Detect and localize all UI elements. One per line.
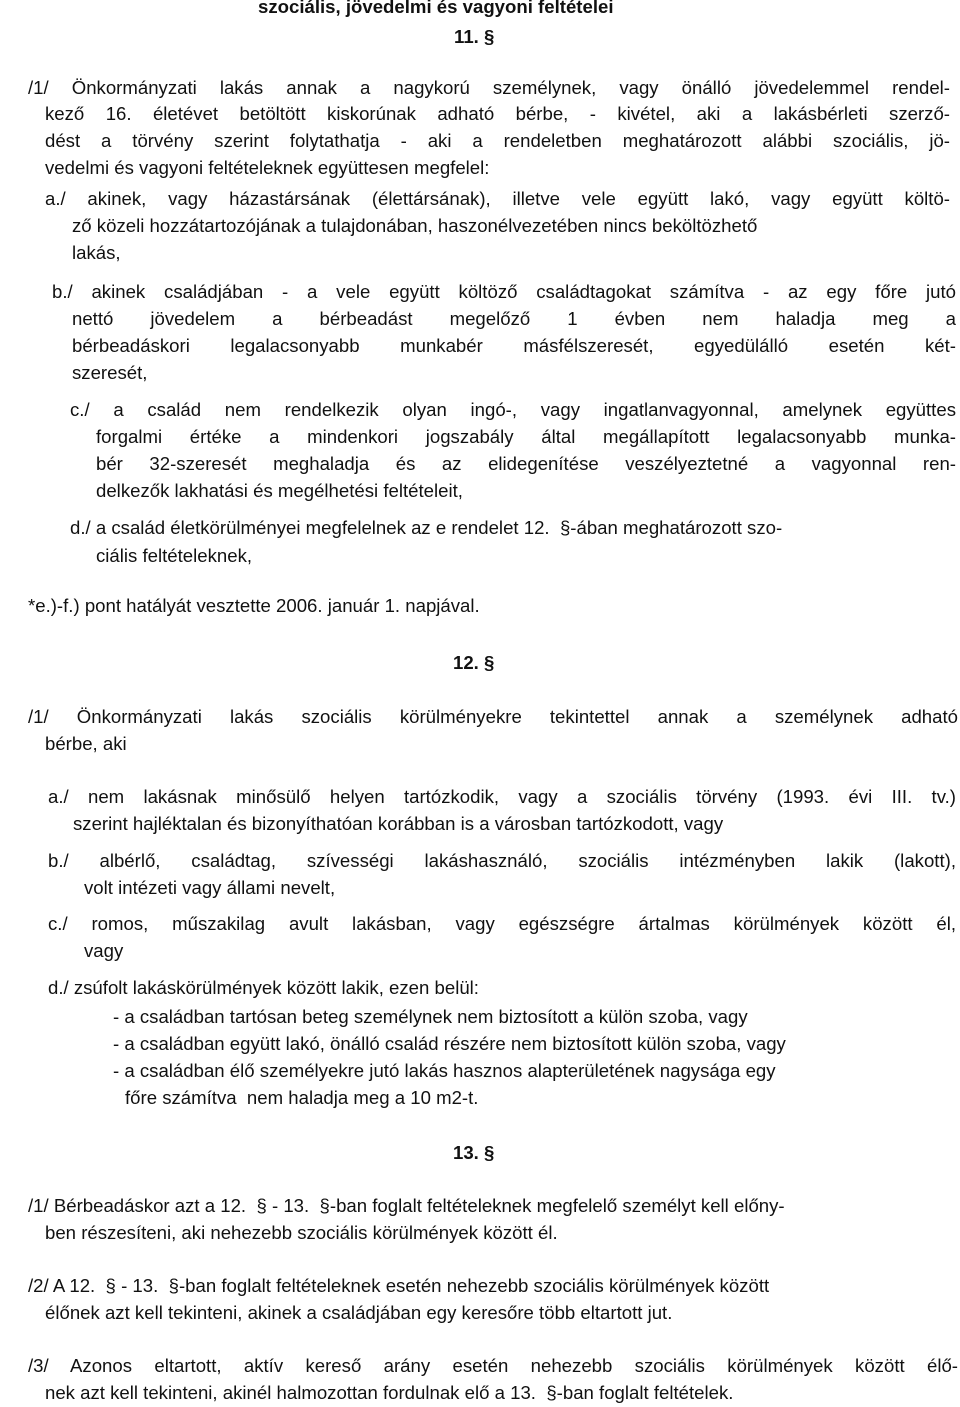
s12-p1-line-2: bérbe, aki <box>45 733 127 754</box>
s12-item-d-bullet-2: - a családban együtt lakó, önálló család részére nem biztosított külön szoba, vagy <box>113 1033 786 1054</box>
s13-p3-line-1: /3/ Azonos eltartott, aktív kereső arány esetén nehezebb szociális körülmények között élő- <box>28 1355 958 1376</box>
s13-p1-line-1: /1/ Bérbeadáskor azt a 12. § - 13. §-ban foglalt feltételeknek megfelelő személyt kell előny- <box>28 1195 785 1216</box>
s13-p2-line-1: /2/ A 12. § - 13. §-ban foglalt feltételeknek esetén nehezebb szociális körülmények között <box>28 1275 770 1296</box>
s11-item-a-line-3: lakás, <box>72 242 121 263</box>
s11-p1-line-4: vedelmi és vagyoni feltételeknek együttesen megfelel: <box>45 157 490 178</box>
s12-item-b-line-2: volt intézeti vagy állami nevelt, <box>84 877 336 898</box>
s13-p2-line-2: élőnek azt kell tekinteni, akinek a családjában egy keresőre több eltartott jut. <box>45 1302 673 1323</box>
s12-item-c-line-2: vagy <box>84 940 124 961</box>
s11-item-c-line-2: forgalmi értéke a mindenkori jogszabály által megállapított legalacsonyabb munka- <box>96 426 956 447</box>
s11-item-b-line-4: szeresét, <box>72 362 148 383</box>
s11-item-a-line-1: a./ akinek, vagy házastársának (élettársának), illetve vele együtt lakó, vagy együtt költö- <box>45 188 950 209</box>
s12-p1-line-1: /1/ Önkormányzati lakás szociális körülményekre tekintettel annak a személynek adható <box>28 706 958 727</box>
s11-item-b-line-2: nettó jövedelem a bérbeadást megelőző 1 évben nem haladja meg a <box>72 308 956 329</box>
s12-item-d-bullet-3-cont: főre számítva nem haladja meg a 10 m2-t. <box>125 1087 479 1108</box>
s11-item-c-line-3: bér 32-szeresét meghaladja és az elidegenítése veszélyeztetné a vagyonnal ren- <box>96 453 956 474</box>
s12-item-d-bullet-1: - a családban tartósan beteg személynek nem biztosított a külön szoba, vagy <box>113 1006 748 1027</box>
s12-item-a-line-2: szerint hajléktalan és bizonyíthatóan korábban is a városban tartózkodott, vagy <box>73 813 724 834</box>
s12-item-d-bullet-3: - a családban élő személyekre jutó lakás hasznos alapterületének nagysága egy <box>113 1060 776 1081</box>
s11-item-b-line-3: bérbeadáskori legalacsonyabb munkabér másfélszeresét, egyedülálló esetén két- <box>72 335 956 356</box>
s11-item-d-line-2: ciális feltételeknek, <box>96 545 253 566</box>
section-11-number: 11. § <box>454 26 495 47</box>
s11-item-d-line-1: d./ a család életkörülményei megfelelnek az e rendelet 12. §-ában meghatározott szo- <box>70 517 783 538</box>
s12-item-b-line-1: b./ albérlő, családtag, szívességi lakáshasználó, szociális intézményben lakik (lakott), <box>48 850 956 871</box>
s11-item-c-line-1: c./ a család nem rendelkezik olyan ingó-, vagy ingatlanvagyonnal, amelynek együttes <box>70 399 956 420</box>
s13-p1-line-2: ben részesíteni, aki nehezebb szociális körülmények között él. <box>45 1222 558 1243</box>
s12-item-d-line-1: d./ zsúfolt lakáskörülmények között lakik, ezen belül: <box>48 977 479 998</box>
s11-item-a-line-2: ző közeli hozzátartozójának a tulajdonában, haszonélvezetében nincs beköltözhető <box>72 215 758 236</box>
s11-p1-line-3: dést a törvény szerint folytathatja - aki a rendeletben meghatározott alábbi szociális, jö- <box>45 130 950 151</box>
s13-p3-line-2: nek azt kell tekinteni, akinél halmozottan fordulnak elő a 13. §-ban foglalt feltételek. <box>45 1382 734 1403</box>
section-13-number: 13. § <box>453 1142 495 1163</box>
s12-item-a-line-1: a./ nem lakásnak minősülő helyen tartózkodik, vagy a szociális törvény (1993. évi III. tv.) <box>48 786 956 807</box>
repeal-note: *e.)-f.) pont hatályát vesztette 2006. január 1. napjával. <box>28 595 480 616</box>
section-12-number: 12. § <box>453 652 495 673</box>
s11-item-c-line-4: delkezők lakhatási és megélhetési feltételeit, <box>96 480 463 501</box>
s11-p1-line-2: kező 16. életévet betöltött kiskorúnak adható bérbe, - kivétel, aki a lakásbérleti szerző- <box>45 103 950 124</box>
s12-item-c-line-1: c./ romos, műszakilag avult lakásban, vagy egészségre ártalmas körülmények között él, <box>48 913 956 934</box>
chapter-title: szociális, jövedelmi és vagyoni feltételei <box>258 0 614 17</box>
s11-item-b-line-1: b./ akinek családjában - a vele együtt költöző családtagokat számítva - az egy főre jutó <box>52 281 956 302</box>
s11-p1-line-1: /1/ Önkormányzati lakás annak a nagykorú személynek, vagy önálló jövedelemmel rendel- <box>28 77 950 98</box>
